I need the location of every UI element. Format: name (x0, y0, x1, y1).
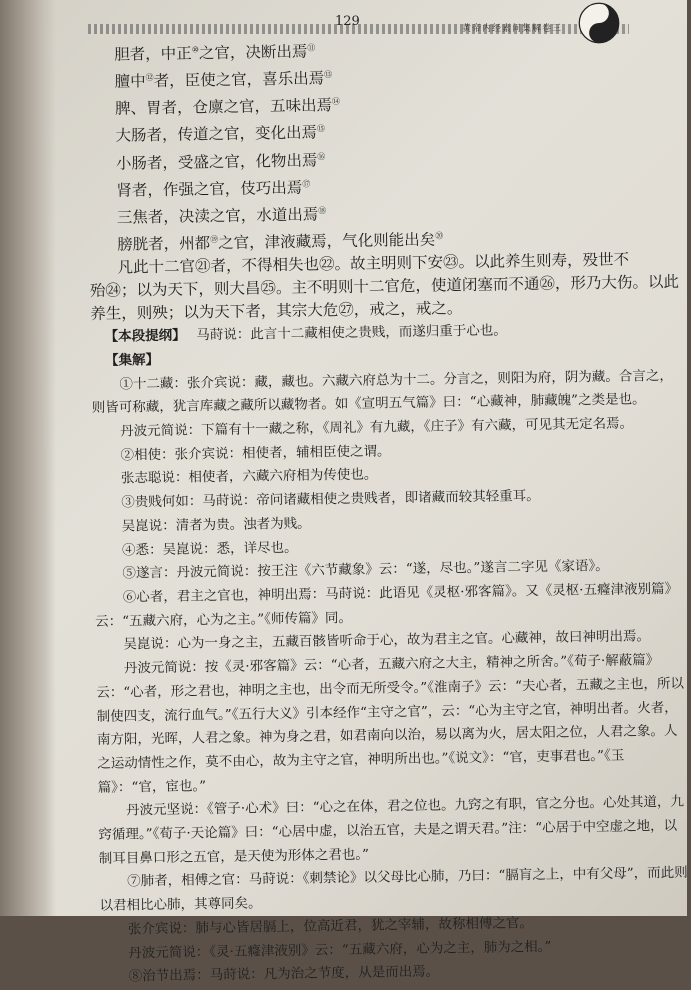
note-marker: ⑮ (316, 124, 326, 134)
commentary-paragraph: 张志聪说：相使者，六藏六府相为传使也。 (120, 466, 378, 487)
verse-text: 膻中 (114, 72, 146, 91)
verse-text-continued: 之官，决断出焉 (198, 42, 308, 63)
verse-text: 大肠者，传道之官，变化出焉 (115, 124, 318, 146)
note-marker: ⑳ (435, 231, 444, 241)
verse-text: 胆者，中正 (114, 44, 192, 64)
commentary-paragraph: ⑤遂言：丹波元简说：按王注《六节藏象》云：“遂，尽也。”遂言二字见《家语》。 (122, 558, 609, 582)
commentary-paragraph: ⑦肺者，相傅之官：马莳说：《刺禁论》以父母比心肺，乃曰：“膈肓之上，中有父母”，而此则以君相比心肺，其尊同矣。 (99, 865, 688, 915)
summary-label: 【本段提纲】 (104, 327, 186, 345)
collected-notes (91, 364, 691, 989)
commentary-paragraph: 张介宾说：肺与心皆居膈上，位高近君，犹之宰辅，故称相傅之官。 (127, 914, 534, 938)
verse-block (86, 31, 679, 257)
verse-text-continued: 之官，津液藏焉，气化则能出矣 (218, 230, 436, 253)
verse-text: 肾者，作强之官，伎巧出焉 (116, 178, 303, 200)
commentary-paragraph: 丹波元简说：下篇有十一藏之称，《周礼》有九藏，《庄子》有六藏，可见其无定名焉。 (120, 415, 634, 440)
commentary-paragraph: 丹波元坚说：《管子·心术》曰：“心之在体，君之位也。九窍之有职，官之分也。心处其道，九窍循理。”《荀子·天论篇》曰：“心居中虚，以治五官，夫是之谓天君。”注：“心居于中空虚之地，以制耳目鼻口形之五官，是天使为形体之君也。” (98, 794, 685, 867)
commentary-paragraph: ②相使：张介宾说：相使者，辅相臣使之谓。 (120, 443, 391, 464)
verse-paragraph-line: 养生，则殃；以为天下者，其宗大危㉗，戒之，戒之。 (90, 299, 463, 324)
verse-text-continued: 者，臣使之官，喜乐出焉 (153, 69, 325, 91)
note-marker: ⑯ (317, 151, 326, 162)
note-marker: ⑰ (302, 179, 311, 189)
page-number: 129 (335, 14, 360, 29)
commentary-paragraph: ⑧治节出焉：马莳说：凡为治之节度，从是而出焉。 (128, 963, 440, 985)
verse-paragraph (89, 248, 680, 326)
note-marker: ⑲ (210, 235, 219, 245)
verse-text: 三焦者，决渎之官，水道出焉 (116, 205, 319, 227)
note-marker: ⑪ (307, 43, 316, 53)
book-spine-shadow (0, 0, 56, 916)
note-marker: ⑱ (318, 206, 327, 216)
commentary-paragraph: 吴崑说：清者为贵。浊者为贱。 (121, 515, 311, 535)
commentary-paragraph: ③贵贱何如：马莳说：帝问诸藏相使之贵贱者，即诸藏而较其轻重耳。 (121, 488, 540, 511)
commentary-paragraph: ⑥心者，君主之官也，神明出焉：马莳说：此语见《灵枢·邪客篇》。又《灵枢·五癃津液别篇》云：“五藏六府，心为之主。”《师传篇》同。 (95, 580, 679, 630)
verse-text: 膀胱者，州都 (117, 234, 211, 254)
verse-text: 脾、胃者，仓廪之官，五味出焉 (114, 96, 333, 119)
verse-text: 小肠者，受盛之官，化物出焉 (115, 151, 318, 173)
commentary-paragraph: 丹波元简说：按《灵·邪客篇》云：“心者，五藏六府之大主，精神之所舍。”《荀子·解蔽篇》云：“心者，形之君也，神明之主也，出令而无所受令。”《淮南子》云：“夫心者，五藏之主也，所以制使四支，流行血气。”《五行大义》引本经作“主守之官”，云：“心为主守之官，神明出者。火者，南方阳，光晖，人君之象。神为身之君，如君南向以治，易以离为火，居太阳之位，人君之象。人之运动情性之作，莫不由心，故为主守之官，神明所出也。”《说文》：“官，吏事君也。”《玉篇》：“官，宦也。” (96, 652, 685, 796)
commentary-paragraph: ①十二藏：张介宾说：藏，藏也。六藏六府总为十二。分言之，则阳为府，阴为藏。合言之，则皆可称藏，犹言库藏之藏所以藏物者。如《宣明五气篇》曰：“心藏神，肺藏魄”之类是也。 (91, 367, 673, 417)
page-text (86, 31, 691, 990)
commentary-paragraph: 吴崑说：心为一身之主，五藏百骸皆听命于心，故为君主之官。心藏神，故曰神明出焉。 (123, 628, 651, 653)
verse-paragraph-line: 凡此十二官㉑者，不得相失也㉒。故主明则下安㉓。以此养生则寿，殁世不 (117, 250, 630, 277)
note-marker: ⑬ (324, 70, 333, 80)
collected-label: 【集解】 (104, 351, 160, 369)
summary-text: 马莳说：此言十二藏相使之贵贱，而遂归重于心也。 (196, 322, 507, 344)
note-marker: ⑫ (145, 73, 154, 83)
running-head: 黄帝内经素问集解卷三 (462, 24, 563, 34)
commentary-paragraph: 丹波元简说：《灵·五癃津液别》云：“五藏六府，心为之主，肺为之相。” (128, 938, 552, 961)
verse-paragraph-line: 殆㉔；以为天下，则大昌㉕。主不明则十二官危，使道闭塞而不通㉖，形乃大伤。以此 (89, 272, 680, 301)
note-marker: ⑭ (331, 97, 341, 107)
note-marker: ⑩ (191, 45, 199, 55)
commentary-paragraph: ④悉：吴崑说：悉，详尽也。 (121, 539, 298, 559)
